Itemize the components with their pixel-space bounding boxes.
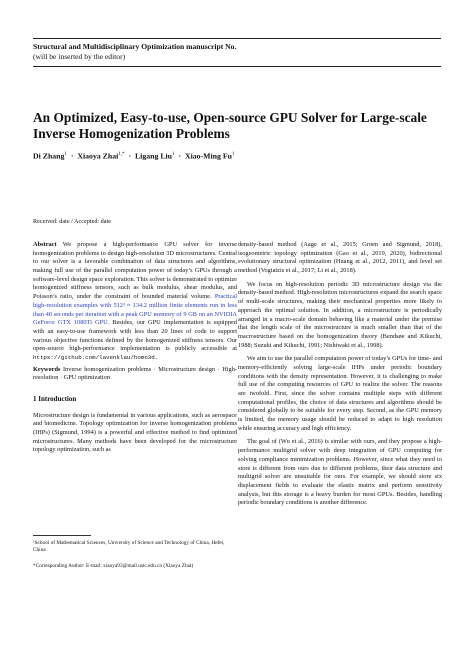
intro-paragraph-aim: We aim to use the parallel computation power of today’s GPUs for time- and memory-efficiently solving large-scale IHPs under periodic boundary conditions with the density representation. However, it is challenging to make full use of the computing resources of GPU to realize the solver. The reasons are twofold. First, since the solver contains multiple steps with different computational profiles, the choice of data structures and algorithms should be considered globally to be suitable for every step. Second, as the GPU memory is limited, the memory usage should be reduced to adapt to high resolution while ensuring accuracy and high efficiency. <box>238 355 442 432</box>
journal-name: Structural and Multidisciplinary Optimization manuscript No. <box>33 42 237 51</box>
abstract-text: We propose a high-performance GPU solver for inverse homogenization problems to design high-resolution 3D microstructures. Central to our solver is a favorable combination of data structures and algorithms, making full use of the parallel computation power of today’s GPUs through a software-level design space exploration. This solver is demonstrated to optimize homogenized stiffness tensors, such as bulk modulus, shear modulus, and Poisson’s ratio, under the constraint of bounded material volume. <box>33 241 237 301</box>
repository-url[interactable]: https://github.com/lavenklau/homo3d. <box>33 353 159 361</box>
received-date: Received: date / Accepted: date <box>33 218 111 225</box>
author-separator: · <box>70 151 74 161</box>
keywords-heading: Keywords <box>33 365 61 373</box>
title-line-1: An Optimized, Easy-to-use, Open-source GPU Solver for Large-scale <box>33 110 427 125</box>
author-name: Xiao-Ming Fu <box>184 151 232 161</box>
author-affiliation-mark: 1,* <box>118 152 125 157</box>
journal-note: (will be inserted by the editor) <box>33 52 126 61</box>
abstract-paragraph <box>33 241 237 363</box>
abstract-highlight-link[interactable]: Practical high-resolution examples with 512³ ≈ 134.2 million finite elements run in less than 40 seconds per iteration with a peak GPU memory of 9 GB on an NVIDIA GeForce GTX 1080Ti GPU. <box>33 293 238 327</box>
intro-paragraph-continued: density-based method (Aage et al., 2015; Groen and Sigmund, 2018), isogeometric topology optimization (Gao et al., 2019, 2020), bidirectional evolutionary structural optimization (Huang et al., 2012, 2011), and level set method (Vogiatzis et al., 2017; Li et al., 2018). <box>238 241 442 275</box>
footnote-corresponding-author: *Corresponding Author: E-mail: xiaoya93@mail.ustc.edu.cn (Xiaoya Zhai) <box>33 563 194 569</box>
author-name: Ligang Liu <box>134 151 173 161</box>
author-affiliation-mark: 1 <box>231 152 235 157</box>
intro-paragraph-focus: We focus on high-resolution periodic 3D microstructure design via the density-based method. High-resolution microstructures expand the search space of multi-scale structures, making their mechanical properties more likely to approach the optimal solution. In addition, a microstructure is periodically arranged in a macro-scale domain behaving like a material under the premise that the length scale of the microstructure is much smaller than that of the macrostructure based on the homogenization theory (Bendsøe and Kikuchi, 1988; Suzuki and Kikuchi, 1991; Nishiwaki et al., 1998). <box>238 280 442 349</box>
paper-title <box>33 110 453 142</box>
footnote-affiliation: ¹School of Mathematical Sciences, University of Science and Technology of China, Hefei, China <box>33 540 225 554</box>
author-list <box>33 150 453 162</box>
intro-paragraph-goal: The goal of (Wu et al., 2016) is similar with ours, and they propose a high-performance multigrid solver with deep integration of GPU computing for solving compliance minimization problems. However, since what they need to store is different from ours due to different problems, their data structure and multigrid solver are unsuitable for ours. For example, we should store six displacement fields to evaluate the elastic matrix and perform sensitivity analysis, but this storage is a heavy burden for most GPUs. Besides, handling periodic boundary conditions is another difference. <box>238 438 442 507</box>
intro-paragraph: Microstructure design is fundamental in various applications, such as aerospace and biomedicine. Topology optimization for inverse homogenization problems (IHPs) (Sigmund, 1994) is a powerful and effective method to find optimized microstructures. Many methods have been developed for the microstructure topology optimization, such as <box>33 411 237 454</box>
journal-header-box <box>33 38 441 67</box>
section-heading: 1 Introduction <box>33 395 77 403</box>
author-name: Di Zhang <box>33 151 65 161</box>
author-separator: · <box>128 151 132 161</box>
author-name: Xiaoya Zhai <box>77 151 119 161</box>
title-line-2: Inverse Homogenization Problems <box>33 126 230 141</box>
author-separator: · <box>178 151 182 161</box>
author-affiliation-mark: 1 <box>64 152 67 157</box>
right-column <box>238 241 442 508</box>
author-affiliation-mark: 1 <box>172 152 175 157</box>
keywords-text: Inverse homogenization problems · Microstructure design · High-resolution · GPU optimization <box>33 365 237 382</box>
abstract-text-continued: Besides, our GPU implementation is equipped with an easy-to-use framework with less than 20 lines of code to support various objective functions defined by the homogenized stiffness tensors. Our open-source high-performance implementation is publicly accessible at <box>33 319 237 353</box>
left-column <box>33 241 237 455</box>
footnote-divider <box>33 535 91 536</box>
abstract-heading: Abstract <box>33 241 57 248</box>
keywords-paragraph <box>33 366 237 383</box>
